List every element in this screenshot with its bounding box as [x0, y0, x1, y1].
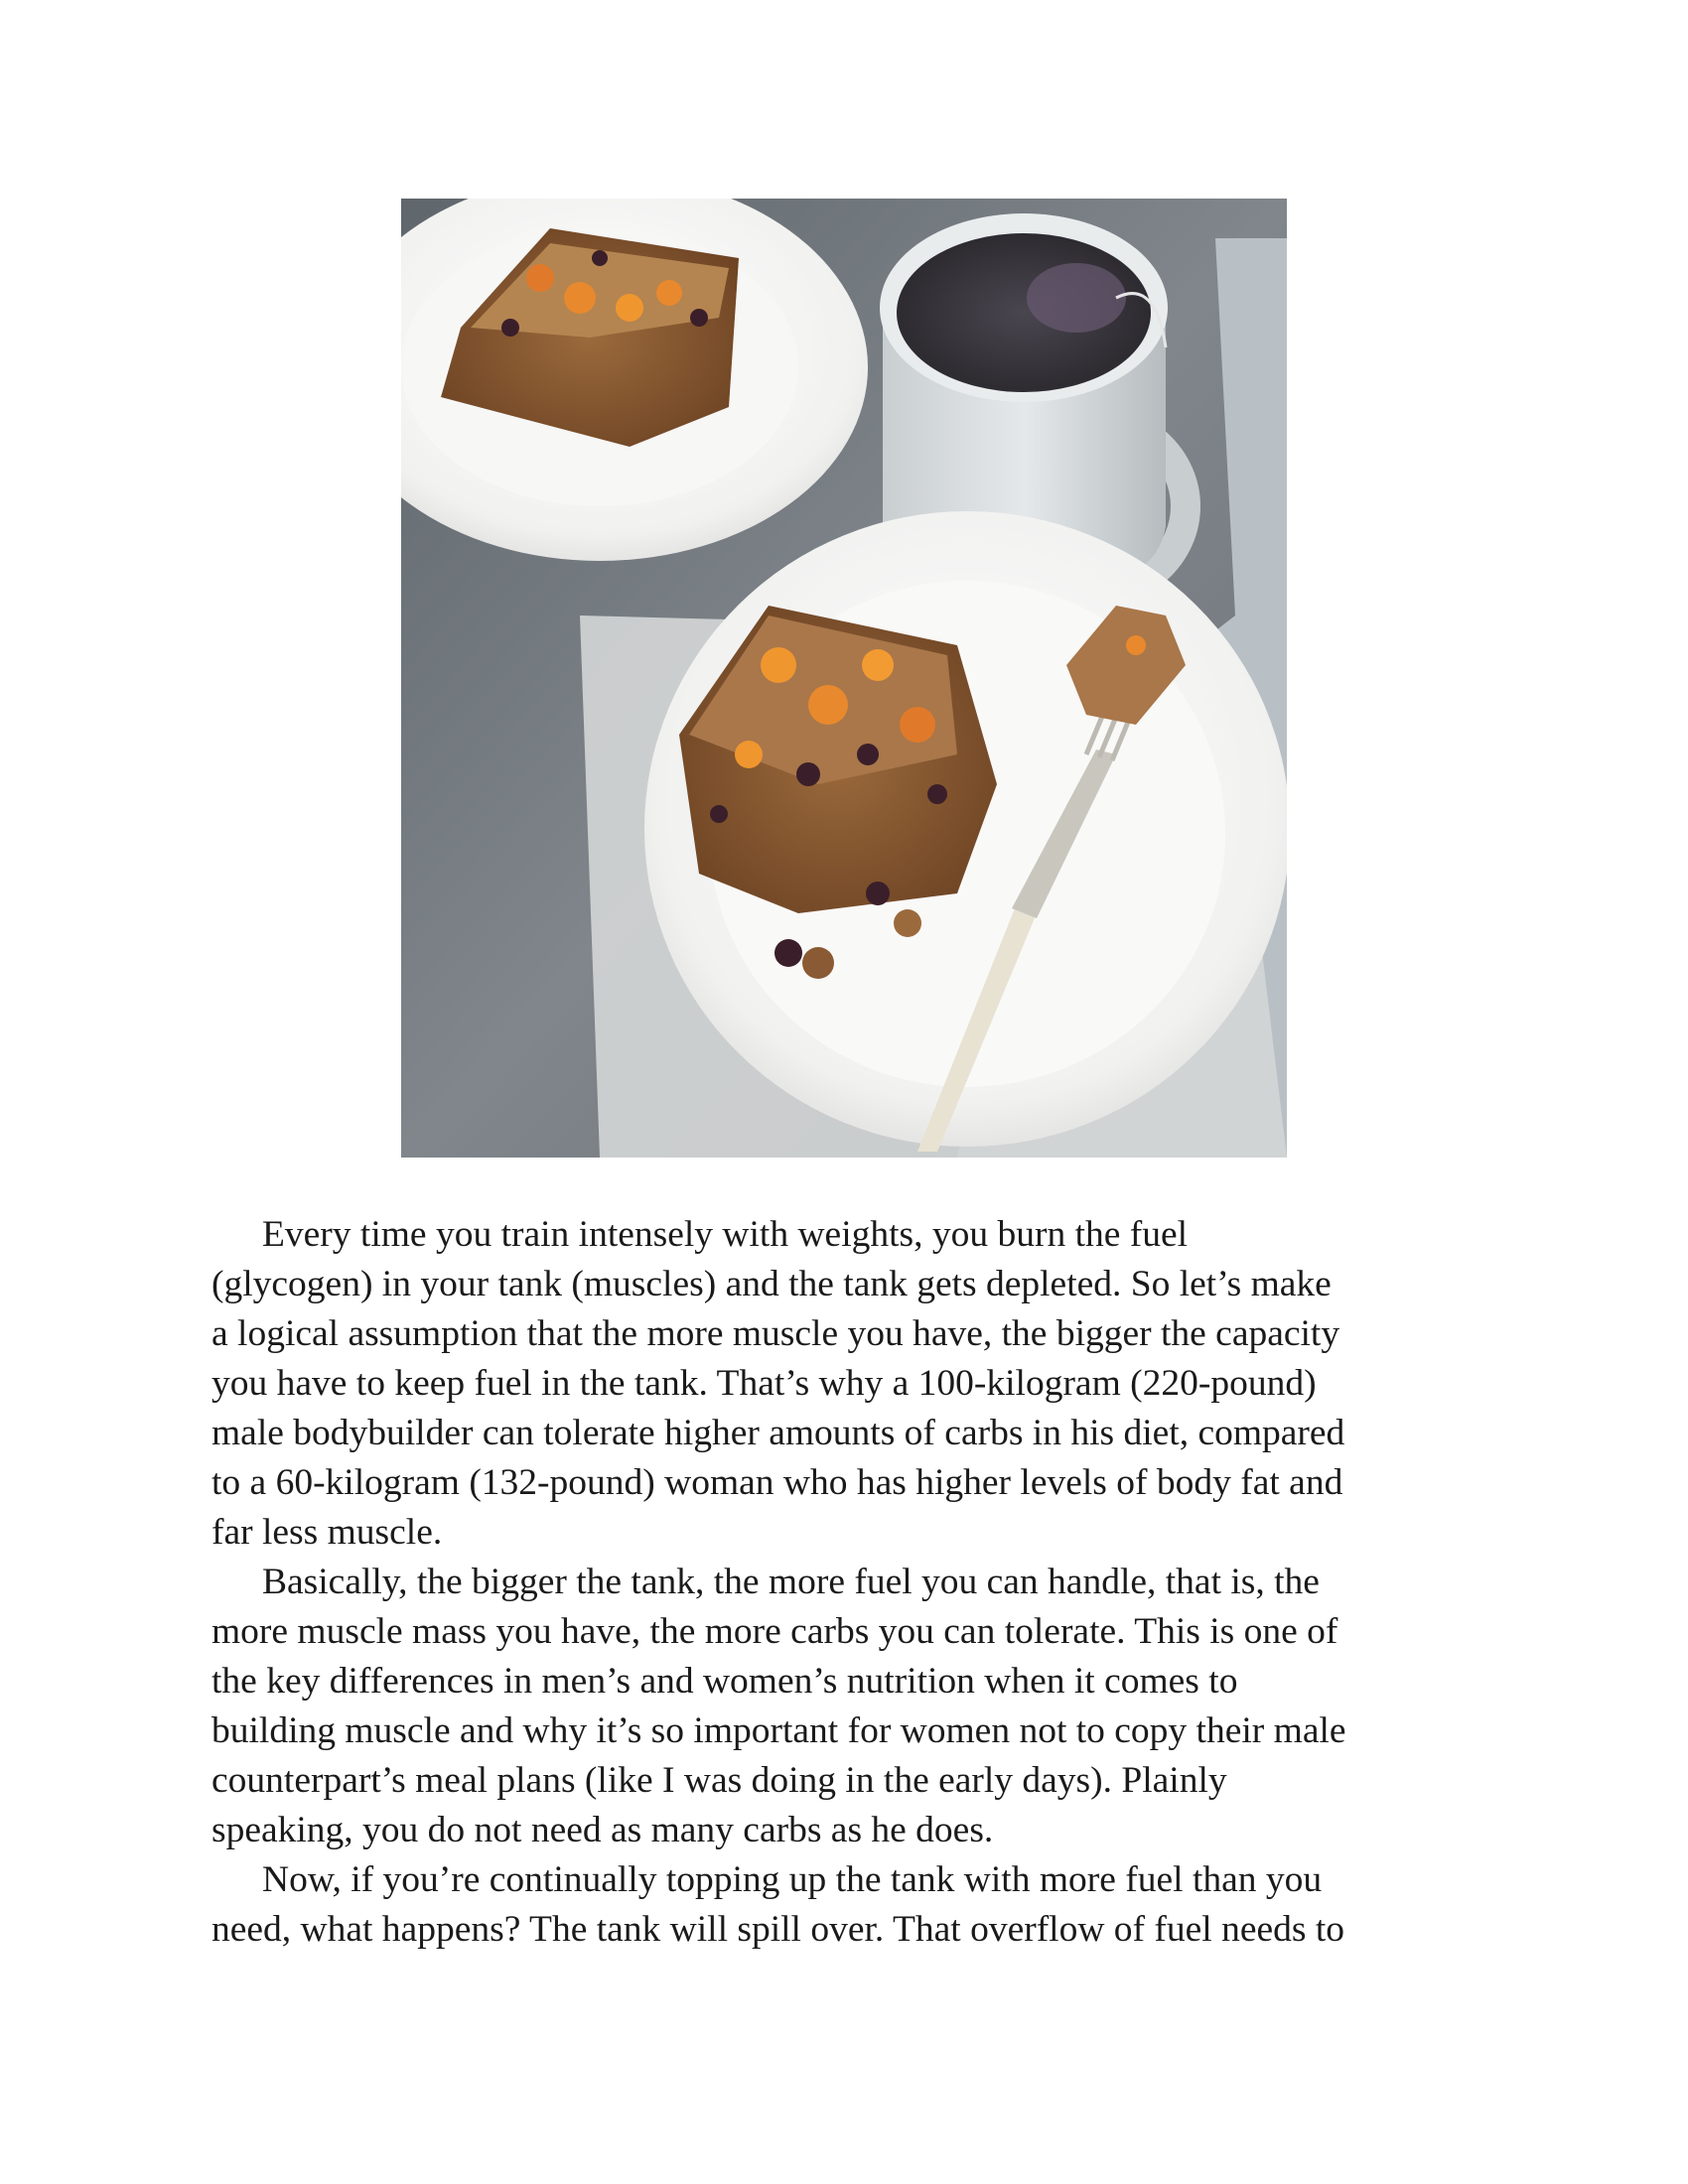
paragraph-3 [211, 1855, 1492, 1955]
text-line: need, what happens? The tank will spill over. That overflow of fuel needs to [211, 1909, 1345, 1950]
text-line: to a 60-kilogram (132-pound) woman who has higher levels of body fat and [211, 1462, 1343, 1503]
food-photo [401, 199, 1287, 1158]
text-line: you have to keep fuel in the tank. That’s why a 100-kilogram (220-pound) [211, 1363, 1317, 1404]
text-line: building muscle and why it’s so important for women not to copy their male [211, 1710, 1346, 1751]
text-line: Basically, the bigger the tank, the more fuel you can handle, that is, the [262, 1562, 1320, 1602]
text-line: more muscle mass you have, the more carbs you can tolerate. This is one of [211, 1611, 1338, 1652]
paragraph-2 [211, 1558, 1492, 1855]
baked-oatmeal-photo-icon [401, 199, 1287, 1158]
text-line: counterpart’s meal plans (like I was doing in the early days). Plainly [211, 1760, 1227, 1801]
text-line: far less muscle. [211, 1512, 443, 1553]
text-line: Now, if you’re continually topping up the tank with more fuel than you [262, 1859, 1323, 1900]
body-text [211, 1210, 1492, 1955]
text-line: a logical assumption that the more muscle you have, the bigger the capacity [211, 1313, 1340, 1354]
text-line: the key differences in men’s and women’s nutrition when it comes to [211, 1661, 1238, 1702]
text-line: (glycogen) in your tank (muscles) and the tank gets depleted. So let’s make [211, 1264, 1332, 1304]
text-line: speaking, you do not need as many carbs as he does. [211, 1810, 994, 1850]
paragraph-1 [211, 1210, 1492, 1558]
text-line: Every time you train intensely with weights, you burn the fuel [262, 1214, 1189, 1255]
text-line: male bodybuilder can tolerate higher amounts of carbs in his diet, compared [211, 1413, 1345, 1453]
